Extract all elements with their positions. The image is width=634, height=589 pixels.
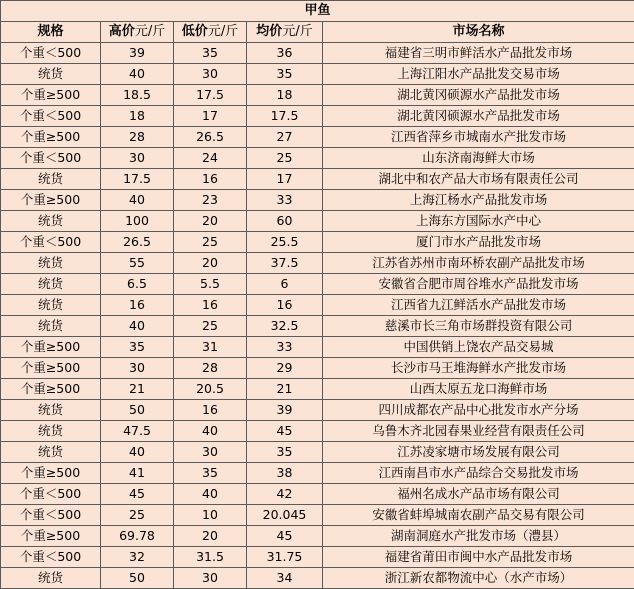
table-row <box>1 442 634 463</box>
cell-low: 30 <box>174 64 247 85</box>
cell-avg: 32.5 <box>247 316 323 337</box>
table-row <box>1 232 634 253</box>
table-row <box>1 148 634 169</box>
cell-spec: 统货 <box>1 316 101 337</box>
title-row <box>1 1 634 22</box>
cell-avg: 38 <box>247 463 323 484</box>
cell-avg: 17.5 <box>247 106 323 127</box>
cell-spec: 个重＜500 <box>1 148 101 169</box>
table-title: 甲鱼 <box>1 1 634 22</box>
cell-spec: 个重≥500 <box>1 190 101 211</box>
cell-low: 5.5 <box>174 274 247 295</box>
header-low-unit: 元/斤 <box>207 24 239 39</box>
cell-high: 50 <box>101 568 174 589</box>
cell-high: 100 <box>101 211 174 232</box>
cell-avg: 34 <box>247 568 323 589</box>
table-row <box>1 85 634 106</box>
cell-market: 四川成都农产品中心批发市水产分场 <box>323 400 634 421</box>
cell-low: 20 <box>174 253 247 274</box>
cell-high: 18.5 <box>101 85 174 106</box>
cell-spec: 个重≥500 <box>1 379 101 400</box>
cell-low: 40 <box>174 421 247 442</box>
cell-market: 江西南昌市水产品综合交易批发市场 <box>323 463 634 484</box>
cell-avg: 31.75 <box>247 547 323 568</box>
table-row <box>1 274 634 295</box>
cell-high: 21 <box>101 379 174 400</box>
table-row <box>1 127 634 148</box>
cell-market: 山东济南海鲜大市场 <box>323 148 634 169</box>
cell-low: 35 <box>174 463 247 484</box>
cell-low: 17 <box>174 106 247 127</box>
table-row <box>1 484 634 505</box>
table-row <box>1 379 634 400</box>
cell-market: 上海东方国际水产中心 <box>323 211 634 232</box>
cell-spec: 个重＜500 <box>1 106 101 127</box>
cell-market: 慈溪市长三角市场群投资有限公司 <box>323 316 634 337</box>
cell-low: 35 <box>174 43 247 64</box>
cell-low: 25 <box>174 232 247 253</box>
cell-market: 湖北黄冈硕源水产品批发市场 <box>323 106 634 127</box>
cell-high: 45 <box>101 484 174 505</box>
cell-high: 50 <box>101 400 174 421</box>
cell-high: 28 <box>101 127 174 148</box>
cell-avg: 42 <box>247 484 323 505</box>
header-avg <box>247 22 323 43</box>
cell-avg: 17 <box>247 169 323 190</box>
cell-spec: 统货 <box>1 442 101 463</box>
cell-market: 湖北黄冈硕源水产品批发市场 <box>323 85 634 106</box>
table-row <box>1 106 634 127</box>
cell-market: 中国供销上饶农产品交易城 <box>323 337 634 358</box>
cell-market: 湖南洞庭水产批发市场（澧县） <box>323 526 634 547</box>
header-market-label: 市场名称 <box>452 24 505 39</box>
table-row <box>1 568 634 589</box>
header-high-label: 高价 <box>108 24 135 39</box>
cell-spec: 个重≥500 <box>1 127 101 148</box>
cell-avg: 6 <box>247 274 323 295</box>
table-row <box>1 358 634 379</box>
table-row <box>1 64 634 85</box>
cell-market: 江苏省苏州市南环桥农副产品批发市场 <box>323 253 634 274</box>
cell-high: 30 <box>101 148 174 169</box>
cell-high: 47.5 <box>101 421 174 442</box>
cell-market: 安徽省合肥市周谷堆水产品批发市场 <box>323 274 634 295</box>
cell-spec: 个重≥500 <box>1 358 101 379</box>
cell-spec: 统货 <box>1 211 101 232</box>
cell-market: 上海江杨水产品批发市场 <box>323 190 634 211</box>
cell-avg: 25.5 <box>247 232 323 253</box>
cell-high: 30 <box>101 358 174 379</box>
cell-low: 10 <box>174 505 247 526</box>
cell-spec: 个重＜500 <box>1 43 101 64</box>
cell-spec: 个重≥500 <box>1 337 101 358</box>
table-row <box>1 421 634 442</box>
cell-low: 17.5 <box>174 85 247 106</box>
cell-avg: 16 <box>247 295 323 316</box>
cell-avg: 36 <box>247 43 323 64</box>
header-avg-unit: 元/斤 <box>282 24 313 39</box>
cell-high: 26.5 <box>101 232 174 253</box>
cell-market: 江西省九江鲜活水产品批发市场 <box>323 295 634 316</box>
cell-avg: 29 <box>247 358 323 379</box>
cell-low: 24 <box>174 148 247 169</box>
cell-low: 23 <box>174 190 247 211</box>
header-high <box>101 22 174 43</box>
cell-high: 25 <box>101 505 174 526</box>
table-row <box>1 43 634 64</box>
cell-avg: 27 <box>247 127 323 148</box>
cell-spec: 个重≥500 <box>1 85 101 106</box>
table-row <box>1 337 634 358</box>
cell-spec: 个重＜500 <box>1 505 101 526</box>
cell-high: 17.5 <box>101 169 174 190</box>
cell-market: 山西太原五龙口海鲜市场 <box>323 379 634 400</box>
cell-high: 55 <box>101 253 174 274</box>
table-row <box>1 295 634 316</box>
cell-avg: 39 <box>247 400 323 421</box>
header-high-unit: 元/斤 <box>134 24 166 39</box>
cell-spec: 个重＜500 <box>1 547 101 568</box>
table-row <box>1 211 634 232</box>
cell-market: 乌鲁木齐北园春果业经营有限责任公司 <box>323 421 634 442</box>
cell-avg: 45 <box>247 421 323 442</box>
cell-high: 32 <box>101 547 174 568</box>
header-avg-label: 均价 <box>256 24 283 39</box>
table-row <box>1 505 634 526</box>
table-row <box>1 169 634 190</box>
cell-avg: 60 <box>247 211 323 232</box>
table-row <box>1 400 634 421</box>
cell-market: 长沙市马王堆海鲜水产批发市场 <box>323 358 634 379</box>
cell-high: 69.78 <box>101 526 174 547</box>
cell-high: 6.5 <box>101 274 174 295</box>
cell-high: 39 <box>101 43 174 64</box>
cell-avg: 35 <box>247 64 323 85</box>
cell-low: 16 <box>174 295 247 316</box>
cell-avg: 45 <box>247 526 323 547</box>
cell-spec: 统货 <box>1 568 101 589</box>
cell-high: 41 <box>101 463 174 484</box>
cell-high: 16 <box>101 295 174 316</box>
cell-low: 40 <box>174 484 247 505</box>
cell-spec: 个重≥500 <box>1 463 101 484</box>
cell-market: 浙江新农都物流中心（水产市场） <box>323 568 634 589</box>
cell-spec: 个重≥500 <box>1 526 101 547</box>
cell-low: 30 <box>174 442 247 463</box>
cell-market: 福建省三明市鲜活水产品批发市场 <box>323 43 634 64</box>
cell-spec: 统货 <box>1 274 101 295</box>
cell-spec: 统货 <box>1 253 101 274</box>
cell-high: 35 <box>101 337 174 358</box>
cell-avg: 37.5 <box>247 253 323 274</box>
cell-high: 40 <box>101 316 174 337</box>
table-row <box>1 547 634 568</box>
cell-market: 福州名成水产品市场有限公司 <box>323 484 634 505</box>
cell-spec: 统货 <box>1 64 101 85</box>
header-market <box>323 22 634 43</box>
cell-low: 20.5 <box>174 379 247 400</box>
cell-spec: 统货 <box>1 295 101 316</box>
cell-spec: 个重＜500 <box>1 232 101 253</box>
cell-spec: 个重＜500 <box>1 484 101 505</box>
table-row <box>1 463 634 484</box>
cell-market: 厦门市水产品批发市场 <box>323 232 634 253</box>
cell-market: 福建省莆田市闽中水产品批发市场 <box>323 547 634 568</box>
table-row <box>1 526 634 547</box>
cell-low: 20 <box>174 211 247 232</box>
cell-avg: 18 <box>247 85 323 106</box>
cell-avg: 25 <box>247 148 323 169</box>
cell-high: 18 <box>101 106 174 127</box>
cell-low: 16 <box>174 400 247 421</box>
cell-market: 上海江阳水产品批发交易市场 <box>323 64 634 85</box>
cell-low: 20 <box>174 526 247 547</box>
header-low-label: 低价 <box>181 24 208 39</box>
cell-high: 40 <box>101 190 174 211</box>
cell-market: 安徽省蚌埠城南农副产品交易有限公司 <box>323 505 634 526</box>
cell-low: 16 <box>174 169 247 190</box>
cell-high: 40 <box>101 64 174 85</box>
cell-high: 40 <box>101 442 174 463</box>
table-row <box>1 253 634 274</box>
cell-low: 31.5 <box>174 547 247 568</box>
cell-spec: 统货 <box>1 169 101 190</box>
cell-market: 湖北中和农产品大市场有限责任公司 <box>323 169 634 190</box>
cell-avg: 33 <box>247 337 323 358</box>
cell-avg: 20.045 <box>247 505 323 526</box>
cell-avg: 33 <box>247 190 323 211</box>
table-row <box>1 316 634 337</box>
cell-avg: 35 <box>247 442 323 463</box>
header-spec <box>1 22 101 43</box>
cell-spec: 统货 <box>1 400 101 421</box>
header-spec-label: 规格 <box>37 24 64 39</box>
cell-avg: 21 <box>247 379 323 400</box>
header-low <box>174 22 247 43</box>
cell-low: 30 <box>174 568 247 589</box>
table-row <box>1 190 634 211</box>
cell-low: 25 <box>174 316 247 337</box>
cell-spec: 统货 <box>1 421 101 442</box>
cell-low: 28 <box>174 358 247 379</box>
cell-market: 江西省萍乡市城南水产批发市场 <box>323 127 634 148</box>
cell-market: 江苏凌家塘市场发展有限公司 <box>323 442 634 463</box>
cell-low: 31 <box>174 337 247 358</box>
cell-low: 26.5 <box>174 127 247 148</box>
header-row <box>1 22 634 43</box>
